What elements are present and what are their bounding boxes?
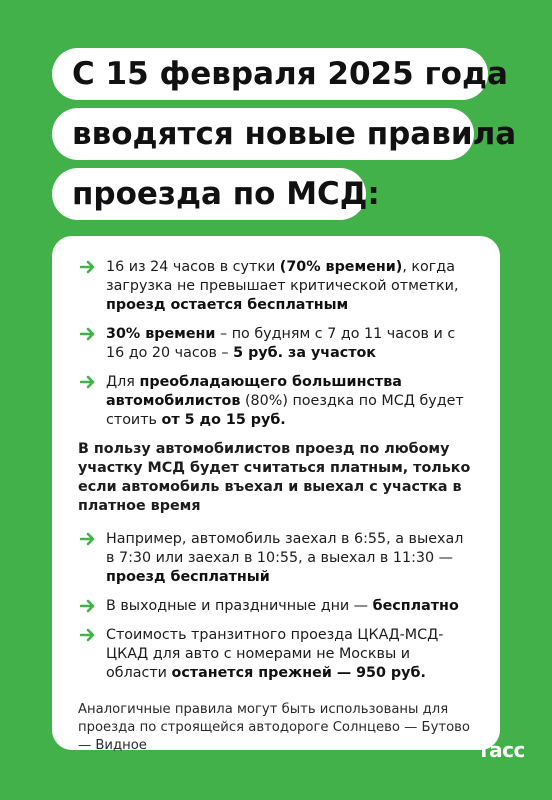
list-item-text [106, 374, 464, 428]
bold-fragment: проезд остается бесплатным [106, 297, 349, 313]
footnote: Аналогичные правила могут быть использованы для проезда по строящейся автодороге Солнцево — Бутово — Видное [78, 702, 470, 753]
arrow-right-icon [80, 326, 96, 342]
tass-logo: тасс [478, 738, 525, 762]
rules-list-top [78, 258, 474, 430]
headline-line-1: С 15 февраля 2025 года [52, 48, 488, 100]
text-fragment: , когда загрузка не превышает критической отметки, [106, 259, 459, 294]
bold-fragment: преобладающего большинства автомобилистов [106, 374, 402, 409]
arrow-right-icon [80, 259, 96, 275]
text-fragment: Стоимость транзитного проезда ЦКАД-МСД-ЦКАД для авто с номерами не Москвы и области [106, 627, 444, 681]
text-fragment: В выходные и праздничные дни — [106, 598, 373, 614]
list-item [78, 530, 474, 587]
arrow-right-icon [80, 627, 96, 643]
list-item-text [106, 259, 459, 313]
bold-fragment: 5 руб. за участок [233, 345, 377, 361]
headline-line-3: проезда по МСД: [52, 168, 366, 220]
bold-fragment: останется прежней — 950 руб. [171, 665, 426, 681]
bold-fragment: (70% времени) [279, 259, 403, 275]
text-fragment: Например, автомобиль заехал в 6:55, а выехал в 7:30 или заехал в 10:55, а выехал в 11:30 — [106, 531, 464, 566]
arrow-right-icon [80, 374, 96, 390]
text-fragment: (80%) поездка по МСД будет стоить [106, 393, 464, 428]
arrow-right-icon [80, 598, 96, 614]
list-item [78, 325, 474, 363]
text-fragment: 16 из 24 часов в сутки [106, 259, 280, 275]
list-item-text [106, 598, 459, 614]
list-item [78, 626, 474, 683]
rules-list-bottom [78, 530, 474, 683]
text-fragment: – по будням с 7 до 11 часов и с 16 до 20 часов – [106, 326, 456, 361]
list-item-text [106, 627, 443, 681]
list-item [78, 597, 474, 616]
list-item [78, 258, 474, 315]
bold-fragment: проезд бесплатный [106, 569, 270, 585]
arrow-right-icon [80, 531, 96, 547]
headline-line-2: вводятся новые правила [52, 108, 474, 160]
list-item-text [106, 531, 463, 585]
bold-fragment: от 5 до 15 руб. [161, 412, 286, 428]
list-item [78, 373, 474, 430]
paid-condition-paragraph: В пользу автомобилистов проезд по любому участку МСД будет считаться платным, только если автомобиль въехал и выехал с участка в платное время [78, 441, 471, 514]
bold-fragment: бесплатно [372, 598, 459, 614]
text-fragment: Для [106, 374, 140, 390]
list-item-text [106, 326, 455, 361]
rules-card [52, 236, 500, 753]
bold-fragment: 30% времени [106, 326, 216, 342]
